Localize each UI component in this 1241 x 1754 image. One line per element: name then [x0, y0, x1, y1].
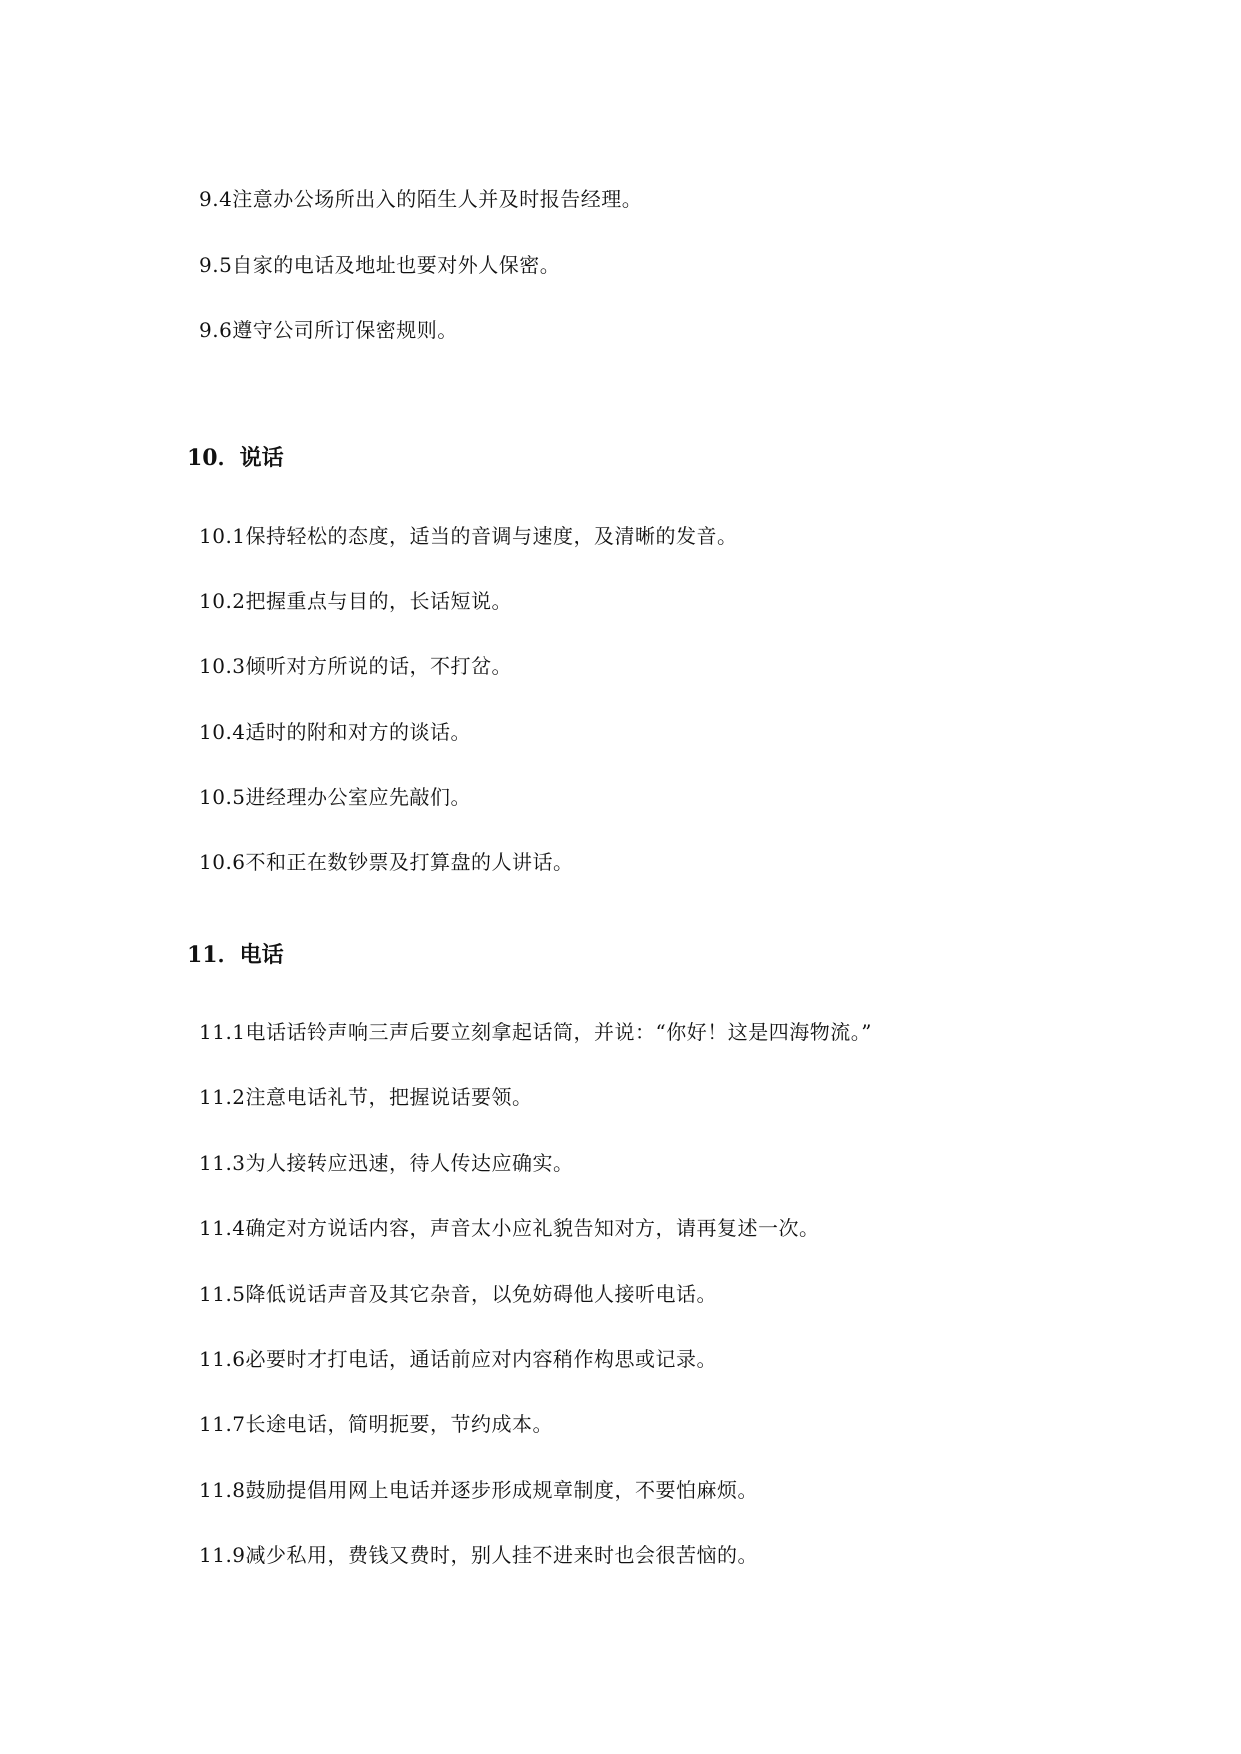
rule-11-1: 11.1电话话铃声响三声后要立刻拿起话筒，并说：“你好！这是四海物流。”: [199, 1020, 872, 1044]
rule-11-6: 11.6必要时才打电话，通话前应对内容稍作构思或记录。: [199, 1347, 718, 1371]
rule-11-3: 11.3为人接转应迅速，待人传达应确实。: [199, 1151, 574, 1175]
rule-11-9: 11.9减少私用，费钱又费时，别人挂不进来时也会很苦恼的。: [199, 1543, 759, 1567]
rule-10-6: 10.6不和正在数钞票及打算盘的人讲话。: [199, 850, 574, 874]
rule-11-2: 11.2注意电话礼节，把握说话要领。: [199, 1085, 533, 1109]
section-heading-speaking: 10．说话: [187, 445, 284, 471]
rule-11-7: 11.7长途电话，简明扼要，节约成本。: [199, 1412, 554, 1436]
rule-10-3: 10.3倾听对方所说的话，不打岔。: [199, 654, 513, 678]
rule-10-1: 10.1保持轻松的态度，适当的音调与速度，及清晰的发音。: [199, 524, 738, 548]
rule-11-8: 11.8鼓励提倡用网上电话并逐步形成规章制度，不要怕麻烦。: [199, 1478, 759, 1502]
rule-11-5: 11.5降低说话声音及其它杂音，以免妨碍他人接听电话。: [199, 1282, 718, 1306]
rule-9-5: 9.5自家的电话及地址也要对外人保密。: [199, 253, 561, 277]
rule-9-6: 9.6遵守公司所订保密规则。: [199, 318, 458, 342]
rule-11-4: 11.4确定对方说话内容，声音太小应礼貌告知对方，请再复述一次。: [199, 1216, 820, 1240]
section-heading-telephone: 11．电话: [187, 942, 284, 968]
rule-9-4: 9.4注意办公场所出入的陌生人并及时报告经理。: [199, 187, 643, 211]
rule-10-4: 10.4适时的附和对方的谈话。: [199, 720, 472, 744]
rule-10-5: 10.5进经理办公室应先敲们。: [199, 785, 472, 809]
rule-10-2: 10.2把握重点与目的，长话短说。: [199, 589, 513, 613]
